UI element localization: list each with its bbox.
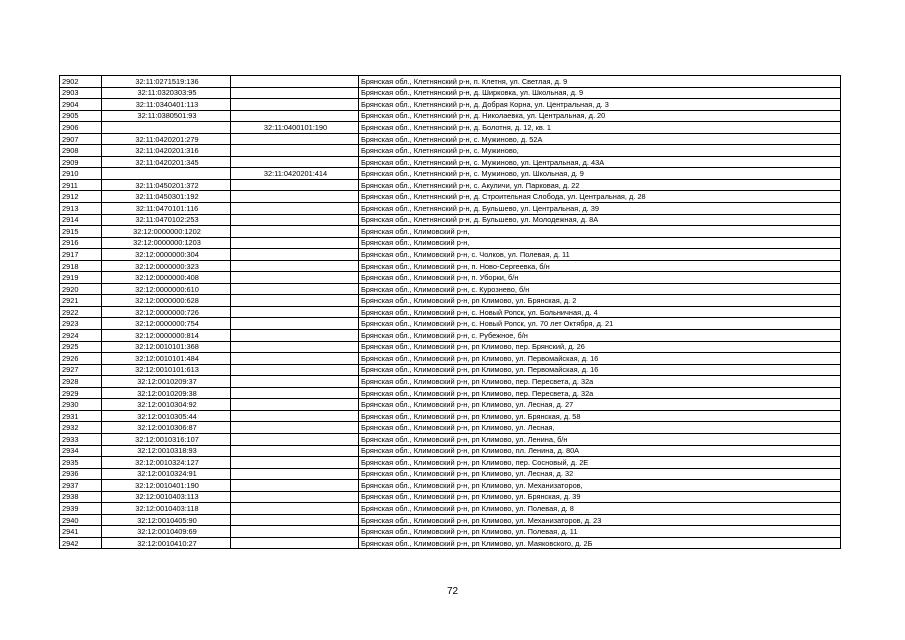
cadastral-number-cell: 32:12:0000000:408 bbox=[102, 272, 231, 284]
row-number-cell: 2929 bbox=[60, 387, 102, 399]
cadastral-number-cell: 32:12:0010324:91 bbox=[102, 468, 231, 480]
address-cell: Брянская обл., Климовский р-н, рп Климово, ул. Ленина, б/н bbox=[359, 433, 841, 445]
secondary-cadastral-cell bbox=[231, 214, 359, 226]
address-cell: Брянская обл., Климовский р-н, рп Климово, ул. Маяковского, д. 2Б bbox=[359, 537, 841, 549]
table-row bbox=[60, 122, 841, 134]
address-cell: Брянская обл., Климовский р-н, рп Климово, ул. Первомайская, д. 16 bbox=[359, 353, 841, 365]
cadastral-number-cell: 32:11:0340401:113 bbox=[102, 99, 231, 111]
cadastral-number-cell: 32:11:0271519:136 bbox=[102, 76, 231, 88]
table-row bbox=[60, 433, 841, 445]
cadastral-number-cell: 32:12:0010316:107 bbox=[102, 433, 231, 445]
address-cell: Брянская обл., Климовский р-н, с. Новый Ропск, ул. 70 лет Октября, д. 21 bbox=[359, 318, 841, 330]
address-cell: Брянская обл., Климовский р-н, рп Климово, пер. Пересвета, д. 32а bbox=[359, 376, 841, 388]
secondary-cadastral-cell bbox=[231, 145, 359, 157]
row-number-cell: 2935 bbox=[60, 457, 102, 469]
address-cell: Брянская обл., Климовский р-н, п. Ново-Сергеевка, б/н bbox=[359, 260, 841, 272]
secondary-cadastral-cell bbox=[231, 387, 359, 399]
secondary-cadastral-cell bbox=[231, 76, 359, 88]
table-row bbox=[60, 480, 841, 492]
cadastral-number-cell: 32:12:0010324:127 bbox=[102, 457, 231, 469]
secondary-cadastral-cell bbox=[231, 318, 359, 330]
row-number-cell: 2905 bbox=[60, 110, 102, 122]
secondary-cadastral-cell bbox=[231, 283, 359, 295]
cadastral-number-cell: 32:12:0000000:1203 bbox=[102, 237, 231, 249]
table-row bbox=[60, 156, 841, 168]
row-number-cell: 2922 bbox=[60, 306, 102, 318]
secondary-cadastral-cell bbox=[231, 179, 359, 191]
address-cell: Брянская обл., Клетнянский р-н, с. Мужиново, д. 52А bbox=[359, 133, 841, 145]
row-number-cell: 2920 bbox=[60, 283, 102, 295]
secondary-cadastral-cell bbox=[231, 272, 359, 284]
page-number: 72 bbox=[446, 586, 459, 597]
secondary-cadastral-cell bbox=[231, 330, 359, 342]
address-cell: Брянская обл., Климовский р-н, рп Климово, ул. Лесная, bbox=[359, 422, 841, 434]
row-number-cell: 2910 bbox=[60, 168, 102, 180]
row-number-cell: 2912 bbox=[60, 191, 102, 203]
secondary-cadastral-cell bbox=[231, 399, 359, 411]
secondary-cadastral-cell bbox=[231, 249, 359, 261]
cadastral-number-cell bbox=[102, 122, 231, 134]
table-row bbox=[60, 260, 841, 272]
row-number-cell: 2940 bbox=[60, 514, 102, 526]
address-cell: Брянская обл., Клетнянский р-н, д. Строительная Слобода, ул. Центральная, д. 28 bbox=[359, 191, 841, 203]
row-number-cell: 2930 bbox=[60, 399, 102, 411]
address-cell: Брянская обл., Клетнянский р-н, д. Бульшево, ул. Центральная, д. 39 bbox=[359, 203, 841, 215]
secondary-cadastral-cell bbox=[231, 191, 359, 203]
cadastral-number-cell: 32:12:0010304:92 bbox=[102, 399, 231, 411]
secondary-cadastral-cell bbox=[231, 156, 359, 168]
table-row bbox=[60, 237, 841, 249]
row-number-cell: 2931 bbox=[60, 410, 102, 422]
table-row bbox=[60, 364, 841, 376]
row-number-cell: 2903 bbox=[60, 87, 102, 99]
secondary-cadastral-cell bbox=[231, 491, 359, 503]
row-number-cell: 2934 bbox=[60, 445, 102, 457]
secondary-cadastral-cell bbox=[231, 526, 359, 538]
table-row bbox=[60, 226, 841, 238]
address-cell: Брянская обл., Климовский р-н, рп Климово, ул. Механизаторов, bbox=[359, 480, 841, 492]
row-number-cell: 2937 bbox=[60, 480, 102, 492]
address-cell: Брянская обл., Климовский р-н, с. Чолков, ул. Полевая, д. 11 bbox=[359, 249, 841, 261]
row-number-cell: 2916 bbox=[60, 237, 102, 249]
address-cell: Брянская обл., Клетнянский р-н, д. Бульшево, ул. Молодежная, д. 8А bbox=[359, 214, 841, 226]
secondary-cadastral-cell bbox=[231, 468, 359, 480]
table-row bbox=[60, 133, 841, 145]
row-number-cell: 2936 bbox=[60, 468, 102, 480]
table-row bbox=[60, 110, 841, 122]
cadastral-number-cell: 32:12:0010306:87 bbox=[102, 422, 231, 434]
address-cell: Брянская обл., Климовский р-н, рп Климово, пер. Брянский, д. 26 bbox=[359, 341, 841, 353]
table-row bbox=[60, 537, 841, 549]
table-row bbox=[60, 99, 841, 111]
secondary-cadastral-cell bbox=[231, 376, 359, 388]
row-number-cell: 2941 bbox=[60, 526, 102, 538]
row-number-cell: 2925 bbox=[60, 341, 102, 353]
table-row bbox=[60, 318, 841, 330]
cadastral-number-cell: 32:12:0000000:628 bbox=[102, 295, 231, 307]
address-cell: Брянская обл., Климовский р-н, рп Климово, ул. Брянская, д. 39 bbox=[359, 491, 841, 503]
secondary-cadastral-cell bbox=[231, 537, 359, 549]
row-number-cell: 2933 bbox=[60, 433, 102, 445]
address-cell: Брянская обл., Климовский р-н, с. Рубежное, б/н bbox=[359, 330, 841, 342]
address-cell: Брянская обл., Климовский р-н, рп Климово, ул. Первомайская, д. 16 bbox=[359, 364, 841, 376]
table-row bbox=[60, 87, 841, 99]
cadastral-number-cell: 32:11:0470102:253 bbox=[102, 214, 231, 226]
address-cell: Брянская обл., Климовский р-н, рп Климово, пл. Ленина, д. 80А bbox=[359, 445, 841, 457]
cadastral-number-cell: 32:12:0000000:304 bbox=[102, 249, 231, 261]
cadastral-number-cell: 32:12:0000000:726 bbox=[102, 306, 231, 318]
table-row bbox=[60, 145, 841, 157]
cadastral-number-cell: 32:11:0470101:116 bbox=[102, 203, 231, 215]
secondary-cadastral-cell bbox=[231, 226, 359, 238]
address-cell: Брянская обл., Клетнянский р-н, п. Клетня, ул. Светлая, д. 9 bbox=[359, 76, 841, 88]
row-number-cell: 2927 bbox=[60, 364, 102, 376]
table-row bbox=[60, 179, 841, 191]
cadastral-number-cell: 32:12:0000000:814 bbox=[102, 330, 231, 342]
secondary-cadastral-cell: 32:11:0420201:414 bbox=[231, 168, 359, 180]
address-cell: Брянская обл., Клетнянский р-н, с. Мужиново, ул. Центральная, д. 43А bbox=[359, 156, 841, 168]
address-cell: Брянская обл., Клетнянский р-н, д. Болотня, д. 12, кв. 1 bbox=[359, 122, 841, 134]
cadastral-number-cell: 32:11:0420201:279 bbox=[102, 133, 231, 145]
row-number-cell: 2907 bbox=[60, 133, 102, 145]
secondary-cadastral-cell bbox=[231, 203, 359, 215]
cadastral-number-cell: 32:12:0010403:118 bbox=[102, 503, 231, 515]
cadastral-number-cell: 32:12:0000000:610 bbox=[102, 283, 231, 295]
address-cell: Брянская обл., Клетнянский р-н, д. Ширковка, ул. Школьная, д. 9 bbox=[359, 87, 841, 99]
address-cell: Брянская обл., Климовский р-н, рп Климово, ул. Механизаторов, д. 23 bbox=[359, 514, 841, 526]
table-row bbox=[60, 526, 841, 538]
table-row bbox=[60, 295, 841, 307]
cadastral-number-cell: 32:12:0000000:1202 bbox=[102, 226, 231, 238]
table-row bbox=[60, 422, 841, 434]
property-register-table bbox=[59, 75, 841, 549]
cadastral-number-cell: 32:12:0010305:44 bbox=[102, 410, 231, 422]
row-number-cell: 2915 bbox=[60, 226, 102, 238]
secondary-cadastral-cell bbox=[231, 514, 359, 526]
address-cell: Брянская обл., Климовский р-н, bbox=[359, 237, 841, 249]
secondary-cadastral-cell bbox=[231, 99, 359, 111]
secondary-cadastral-cell bbox=[231, 433, 359, 445]
row-number-cell: 2928 bbox=[60, 376, 102, 388]
address-cell: Брянская обл., Климовский р-н, с. Курознево, б/н bbox=[359, 283, 841, 295]
address-cell: Брянская обл., Климовский р-н, рп Климово, ул. Брянская, д. 58 bbox=[359, 410, 841, 422]
secondary-cadastral-cell bbox=[231, 260, 359, 272]
row-number-cell: 2904 bbox=[60, 99, 102, 111]
table-row bbox=[60, 399, 841, 411]
table-row bbox=[60, 491, 841, 503]
table-row bbox=[60, 76, 841, 88]
address-cell: Брянская обл., Климовский р-н, bbox=[359, 226, 841, 238]
cadastral-number-cell: 32:11:0320303:95 bbox=[102, 87, 231, 99]
row-number-cell: 2913 bbox=[60, 203, 102, 215]
address-cell: Брянская обл., Климовский р-н, с. Новый Ропск, ул. Больничная, д. 4 bbox=[359, 306, 841, 318]
table-row bbox=[60, 410, 841, 422]
cadastral-number-cell bbox=[102, 168, 231, 180]
row-number-cell: 2902 bbox=[60, 76, 102, 88]
cadastral-number-cell: 32:12:0010209:38 bbox=[102, 387, 231, 399]
cadastral-number-cell: 32:11:0450301:192 bbox=[102, 191, 231, 203]
row-number-cell: 2906 bbox=[60, 122, 102, 134]
address-cell: Брянская обл., Клетнянский р-н, д. Николаевка, ул. Центральная, д. 20 bbox=[359, 110, 841, 122]
row-number-cell: 2919 bbox=[60, 272, 102, 284]
secondary-cadastral-cell: 32:11:0400101:190 bbox=[231, 122, 359, 134]
address-cell: Брянская обл., Климовский р-н, рп Климово, ул. Полевая, д. 11 bbox=[359, 526, 841, 538]
cadastral-number-cell: 32:12:0010409:69 bbox=[102, 526, 231, 538]
table-row bbox=[60, 214, 841, 226]
secondary-cadastral-cell bbox=[231, 133, 359, 145]
secondary-cadastral-cell bbox=[231, 110, 359, 122]
address-cell: Брянская обл., Климовский р-н, рп Климово, ул. Лесная, д. 27 bbox=[359, 399, 841, 411]
secondary-cadastral-cell bbox=[231, 353, 359, 365]
row-number-cell: 2938 bbox=[60, 491, 102, 503]
table-row bbox=[60, 468, 841, 480]
row-number-cell: 2932 bbox=[60, 422, 102, 434]
address-cell: Брянская обл., Климовский р-н, п. Уборки, б/н bbox=[359, 272, 841, 284]
table-row bbox=[60, 514, 841, 526]
row-number-cell: 2924 bbox=[60, 330, 102, 342]
address-cell: Брянская обл., Климовский р-н, рп Климово, ул. Лесная, д. 32 bbox=[359, 468, 841, 480]
table-row bbox=[60, 387, 841, 399]
cadastral-number-cell: 32:12:0010101:484 bbox=[102, 353, 231, 365]
secondary-cadastral-cell bbox=[231, 410, 359, 422]
secondary-cadastral-cell bbox=[231, 480, 359, 492]
table-row bbox=[60, 503, 841, 515]
table-row bbox=[60, 249, 841, 261]
cadastral-number-cell: 32:11:0380501:93 bbox=[102, 110, 231, 122]
address-cell: Брянская обл., Климовский р-н, рп Климово, пер. Сосновый, д. 2Е bbox=[359, 457, 841, 469]
row-number-cell: 2909 bbox=[60, 156, 102, 168]
row-number-cell: 2939 bbox=[60, 503, 102, 515]
secondary-cadastral-cell bbox=[231, 503, 359, 515]
table-body bbox=[60, 76, 841, 549]
cadastral-number-cell: 32:12:0010401:190 bbox=[102, 480, 231, 492]
secondary-cadastral-cell bbox=[231, 237, 359, 249]
secondary-cadastral-cell bbox=[231, 306, 359, 318]
table-row bbox=[60, 457, 841, 469]
cadastral-number-cell: 32:12:0000000:754 bbox=[102, 318, 231, 330]
table-row bbox=[60, 330, 841, 342]
cadastral-number-cell: 32:12:0010101:613 bbox=[102, 364, 231, 376]
cadastral-number-cell: 32:12:0010405:90 bbox=[102, 514, 231, 526]
address-cell: Брянская обл., Климовский р-н, рп Климово, ул. Полевая, д. 8 bbox=[359, 503, 841, 515]
row-number-cell: 2908 bbox=[60, 145, 102, 157]
row-number-cell: 2914 bbox=[60, 214, 102, 226]
table-row bbox=[60, 353, 841, 365]
address-cell: Брянская обл., Клетнянский р-н, д. Добрая Корна, ул. Центральная, д. 3 bbox=[359, 99, 841, 111]
cadastral-number-cell: 32:12:0010403:113 bbox=[102, 491, 231, 503]
cadastral-number-cell: 32:11:0420201:316 bbox=[102, 145, 231, 157]
secondary-cadastral-cell bbox=[231, 341, 359, 353]
address-cell: Брянская обл., Климовский р-н, рп Климово, ул. Брянская, д. 2 bbox=[359, 295, 841, 307]
table-row bbox=[60, 283, 841, 295]
cadastral-number-cell: 32:12:0010318:93 bbox=[102, 445, 231, 457]
table-row bbox=[60, 203, 841, 215]
table-row bbox=[60, 376, 841, 388]
address-cell: Брянская обл., Клетнянский р-н, с. Мужиново, bbox=[359, 145, 841, 157]
secondary-cadastral-cell bbox=[231, 364, 359, 376]
row-number-cell: 2923 bbox=[60, 318, 102, 330]
address-cell: Брянская обл., Клетнянский р-н, с. Мужиново, ул. Школьная, д. 9 bbox=[359, 168, 841, 180]
cadastral-number-cell: 32:11:0420201:345 bbox=[102, 156, 231, 168]
cadastral-number-cell: 32:12:0010101:368 bbox=[102, 341, 231, 353]
row-number-cell: 2917 bbox=[60, 249, 102, 261]
row-number-cell: 2911 bbox=[60, 179, 102, 191]
address-cell: Брянская обл., Климовский р-н, рп Климово, пер. Пересвета, д. 32а bbox=[359, 387, 841, 399]
table-row bbox=[60, 445, 841, 457]
cadastral-number-cell: 32:11:0450201:372 bbox=[102, 179, 231, 191]
table-row bbox=[60, 341, 841, 353]
table-row bbox=[60, 306, 841, 318]
table-row bbox=[60, 272, 841, 284]
secondary-cadastral-cell bbox=[231, 422, 359, 434]
secondary-cadastral-cell bbox=[231, 457, 359, 469]
secondary-cadastral-cell bbox=[231, 295, 359, 307]
secondary-cadastral-cell bbox=[231, 445, 359, 457]
row-number-cell: 2921 bbox=[60, 295, 102, 307]
secondary-cadastral-cell bbox=[231, 87, 359, 99]
row-number-cell: 2942 bbox=[60, 537, 102, 549]
cadastral-number-cell: 32:12:0010410:27 bbox=[102, 537, 231, 549]
cadastral-number-cell: 32:12:0010209:37 bbox=[102, 376, 231, 388]
table-row bbox=[60, 168, 841, 180]
row-number-cell: 2926 bbox=[60, 353, 102, 365]
row-number-cell: 2918 bbox=[60, 260, 102, 272]
address-cell: Брянская обл., Клетнянский р-н, с. Акуличи, ул. Парковая, д. 22 bbox=[359, 179, 841, 191]
cadastral-number-cell: 32:12:0000000:323 bbox=[102, 260, 231, 272]
table-row bbox=[60, 191, 841, 203]
